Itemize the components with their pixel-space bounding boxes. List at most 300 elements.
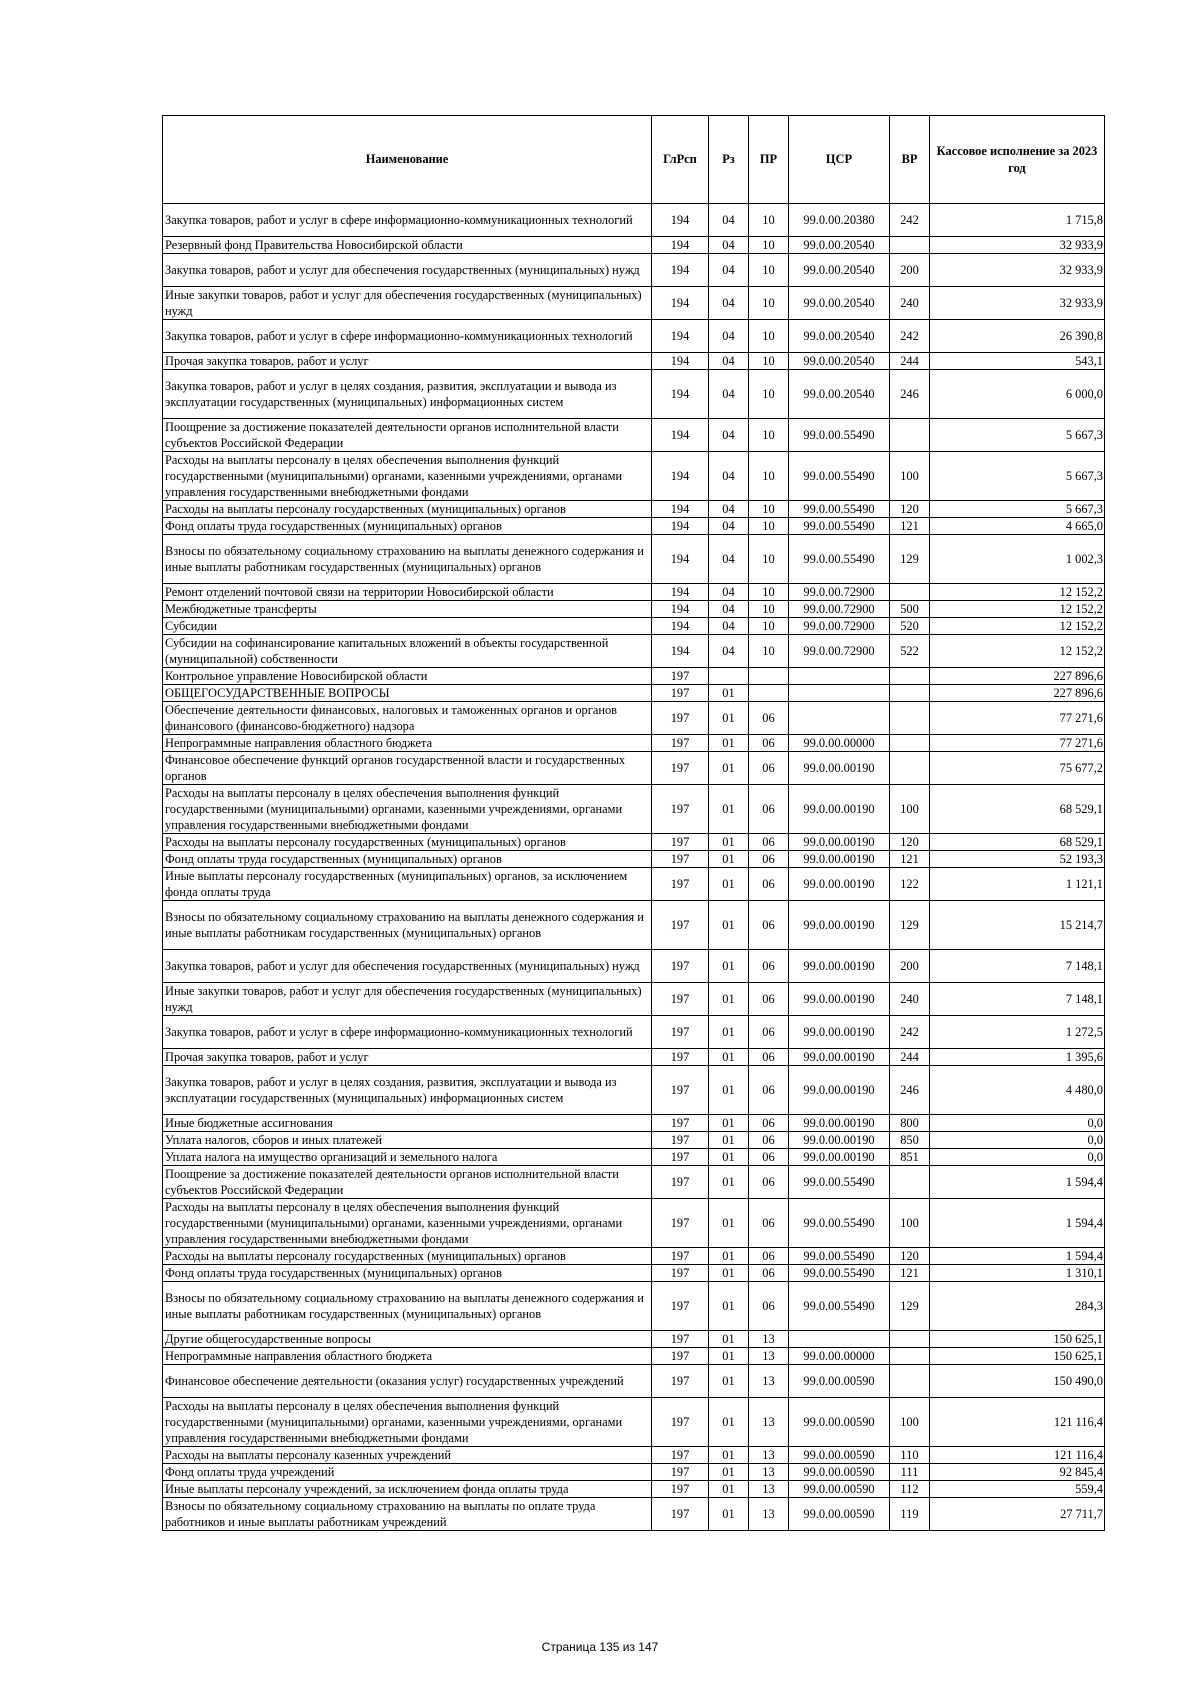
cell-pr: 06 [749, 1016, 789, 1049]
cell-pr: 10 [749, 254, 789, 287]
table-row [163, 868, 1105, 901]
cell-csr [789, 685, 890, 702]
cell-glrsp: 194 [652, 353, 709, 370]
cell-rz: 01 [709, 868, 749, 901]
cell-name: Контрольное управление Новосибирской области [163, 668, 652, 685]
cell-pr [749, 685, 789, 702]
cell-name: Уплата налога на имущество организаций и земельного налога [163, 1149, 652, 1166]
cell-amount: 15 214,7 [930, 901, 1105, 950]
cell-glrsp: 197 [652, 1166, 709, 1199]
cell-name: Расходы на выплаты персоналу государственных (муниципальных) органов [163, 501, 652, 518]
cell-rz: 01 [709, 1132, 749, 1149]
cell-rz: 04 [709, 584, 749, 601]
cell-rz: 04 [709, 452, 749, 501]
cell-amount: 1 594,4 [930, 1248, 1105, 1265]
cell-name: Закупка товаров, работ и услуг в целях создания, развития, эксплуатации и вывода из эксплуатации государственных (муниципальных) информационных систем [163, 1066, 652, 1115]
table-row [163, 851, 1105, 868]
cell-vr: 522 [890, 635, 930, 668]
cell-pr: 10 [749, 353, 789, 370]
table-row [163, 1498, 1105, 1531]
cell-csr: 99.0.00.55490 [789, 501, 890, 518]
cell-name: Расходы на выплаты персоналу в целях обеспечения выполнения функций государственными (муниципальными) органами, казенными учреждениями, органами управления государственными внебюджетными фондами [163, 785, 652, 834]
cell-pr: 13 [749, 1464, 789, 1481]
cell-pr: 10 [749, 320, 789, 353]
cell-rz: 01 [709, 1331, 749, 1348]
table-row [163, 535, 1105, 584]
cell-name: Расходы на выплаты персоналу государственных (муниципальных) органов [163, 834, 652, 851]
cell-pr: 13 [749, 1365, 789, 1398]
cell-amount: 12 152,2 [930, 618, 1105, 635]
page-number: Страница 135 из 147 [541, 1640, 659, 1654]
cell-csr: 99.0.00.72900 [789, 601, 890, 618]
cell-vr: 240 [890, 983, 930, 1016]
cell-glrsp: 197 [652, 752, 709, 785]
cell-vr [890, 584, 930, 601]
cell-glrsp: 197 [652, 668, 709, 685]
cell-name: Финансовое обеспечение функций органов государственной власти и государственных органов [163, 752, 652, 785]
cell-csr: 99.0.00.00190 [789, 1049, 890, 1066]
cell-vr: 246 [890, 1066, 930, 1115]
cell-vr [890, 685, 930, 702]
cell-name: Фонд оплаты труда государственных (муниципальных) органов [163, 518, 652, 535]
cell-pr: 10 [749, 535, 789, 584]
cell-pr [749, 668, 789, 685]
cell-pr: 13 [749, 1398, 789, 1447]
cell-vr: 121 [890, 1265, 930, 1282]
cell-glrsp: 197 [652, 1016, 709, 1049]
cell-pr: 06 [749, 1265, 789, 1282]
cell-vr: 100 [890, 785, 930, 834]
cell-vr: 120 [890, 1248, 930, 1265]
cell-rz: 01 [709, 1248, 749, 1265]
cell-vr [890, 1365, 930, 1398]
table-row [163, 618, 1105, 635]
cell-pr: 06 [749, 752, 789, 785]
cell-amount: 150 625,1 [930, 1331, 1105, 1348]
cell-amount: 1 715,8 [930, 204, 1105, 237]
cell-csr: 99.0.00.00590 [789, 1481, 890, 1498]
cell-vr [890, 668, 930, 685]
cell-glrsp: 197 [652, 1282, 709, 1331]
cell-name: Закупка товаров, работ и услуг в целях создания, развития, эксплуатации и вывода из эксплуатации государственных (муниципальных) информационных систем [163, 370, 652, 419]
cell-vr [890, 735, 930, 752]
cell-pr: 13 [749, 1481, 789, 1498]
table-row [163, 254, 1105, 287]
cell-rz: 01 [709, 1016, 749, 1049]
cell-name: Взносы по обязательному социальному страхованию на выплаты денежного содержания и иные выплаты работникам государственных (муниципальных) органов [163, 901, 652, 950]
cell-rz: 01 [709, 1166, 749, 1199]
cell-vr: 242 [890, 1016, 930, 1049]
cell-pr: 06 [749, 851, 789, 868]
cell-glrsp: 194 [652, 320, 709, 353]
cell-amount: 4 665,0 [930, 518, 1105, 535]
cell-rz: 01 [709, 1282, 749, 1331]
cell-rz: 01 [709, 983, 749, 1016]
cell-glrsp: 197 [652, 1066, 709, 1115]
cell-csr: 99.0.00.55490 [789, 452, 890, 501]
cell-glrsp: 194 [652, 254, 709, 287]
cell-pr: 13 [749, 1331, 789, 1348]
cell-vr: 242 [890, 204, 930, 237]
cell-vr: 246 [890, 370, 930, 419]
cell-vr [890, 1166, 930, 1199]
cell-vr: 850 [890, 1132, 930, 1149]
cell-vr: 500 [890, 601, 930, 618]
cell-vr: 129 [890, 535, 930, 584]
cell-amount: 227 896,6 [930, 685, 1105, 702]
cell-rz: 04 [709, 237, 749, 254]
cell-vr: 240 [890, 287, 930, 320]
table-row [163, 1166, 1105, 1199]
cell-amount: 92 845,4 [930, 1464, 1105, 1481]
cell-csr: 99.0.00.55490 [789, 419, 890, 452]
cell-csr: 99.0.00.00190 [789, 1149, 890, 1166]
cell-pr: 13 [749, 1348, 789, 1365]
cell-rz: 01 [709, 1498, 749, 1531]
cell-csr: 99.0.00.20540 [789, 370, 890, 419]
cell-csr: 99.0.00.00190 [789, 1016, 890, 1049]
cell-amount: 150 490,0 [930, 1365, 1105, 1398]
cell-rz: 01 [709, 1447, 749, 1464]
cell-rz: 01 [709, 1066, 749, 1115]
table-row [163, 584, 1105, 601]
cell-glrsp: 197 [652, 1115, 709, 1132]
cell-name: Непрограммные направления областного бюджета [163, 1348, 652, 1365]
cell-rz: 01 [709, 752, 749, 785]
cell-glrsp: 197 [652, 868, 709, 901]
cell-rz: 04 [709, 370, 749, 419]
cell-name: Взносы по обязательному социальному страхованию на выплаты денежного содержания и иные выплаты работникам государственных (муниципальных) органов [163, 1282, 652, 1331]
cell-csr: 99.0.00.00000 [789, 735, 890, 752]
cell-pr: 06 [749, 834, 789, 851]
cell-amount: 0,0 [930, 1132, 1105, 1149]
cell-csr: 99.0.00.00190 [789, 950, 890, 983]
cell-glrsp: 197 [652, 950, 709, 983]
column-header-vr: ВР [890, 116, 930, 204]
cell-vr: 120 [890, 501, 930, 518]
cell-amount: 1 121,1 [930, 868, 1105, 901]
cell-name: Другие общегосударственные вопросы [163, 1331, 652, 1348]
cell-amount: 32 933,9 [930, 237, 1105, 254]
table-row [163, 635, 1105, 668]
cell-glrsp: 194 [652, 370, 709, 419]
cell-rz: 01 [709, 685, 749, 702]
cell-amount: 121 116,4 [930, 1447, 1105, 1464]
cell-name: Закупка товаров, работ и услуг для обеспечения государственных (муниципальных) нужд [163, 254, 652, 287]
table-row [163, 1282, 1105, 1331]
cell-name: Межбюджетные трансферты [163, 601, 652, 618]
cell-csr: 99.0.00.20540 [789, 254, 890, 287]
cell-glrsp: 194 [652, 584, 709, 601]
cell-rz: 04 [709, 254, 749, 287]
cell-pr: 06 [749, 1166, 789, 1199]
cell-csr: 99.0.00.00590 [789, 1464, 890, 1481]
cell-csr: 99.0.00.55490 [789, 1166, 890, 1199]
cell-csr: 99.0.00.55490 [789, 1265, 890, 1282]
cell-amount: 32 933,9 [930, 254, 1105, 287]
table-row [163, 685, 1105, 702]
table-row [163, 1248, 1105, 1265]
cell-vr [890, 702, 930, 735]
cell-pr: 06 [749, 702, 789, 735]
cell-name: Прочая закупка товаров, работ и услуг [163, 1049, 652, 1066]
cell-pr: 06 [749, 950, 789, 983]
table-row [163, 1049, 1105, 1066]
table-row [163, 735, 1105, 752]
cell-csr: 99.0.00.00190 [789, 1115, 890, 1132]
table-row [163, 1265, 1105, 1282]
cell-name: Фонд оплаты труда государственных (муниципальных) органов [163, 851, 652, 868]
cell-csr: 99.0.00.00190 [789, 868, 890, 901]
cell-csr: 99.0.00.55490 [789, 1282, 890, 1331]
table-row [163, 419, 1105, 452]
cell-name: Взносы по обязательному социальному страхованию на выплаты по оплате труда работников и иные выплаты работникам учреждений [163, 1498, 652, 1531]
cell-name: Взносы по обязательному социальному страхованию на выплаты денежного содержания и иные выплаты работникам государственных (муниципальных) органов [163, 535, 652, 584]
cell-glrsp: 197 [652, 1498, 709, 1531]
cell-name: Расходы на выплаты персоналу казенных учреждений [163, 1447, 652, 1464]
cell-rz: 01 [709, 901, 749, 950]
cell-glrsp: 194 [652, 535, 709, 584]
cell-amount: 150 625,1 [930, 1348, 1105, 1365]
cell-pr: 13 [749, 1447, 789, 1464]
cell-amount: 121 116,4 [930, 1398, 1105, 1447]
cell-vr: 129 [890, 1282, 930, 1331]
cell-vr: 200 [890, 950, 930, 983]
cell-vr: 122 [890, 868, 930, 901]
cell-rz: 01 [709, 1365, 749, 1398]
cell-pr: 10 [749, 419, 789, 452]
cell-rz: 01 [709, 834, 749, 851]
cell-rz: 01 [709, 1464, 749, 1481]
cell-csr [789, 702, 890, 735]
cell-name: Субсидии [163, 618, 652, 635]
cell-name: Финансовое обеспечение деятельности (оказания услуг) государственных учреждений [163, 1365, 652, 1398]
cell-vr: 112 [890, 1481, 930, 1498]
cell-glrsp: 197 [652, 1348, 709, 1365]
cell-pr: 10 [749, 370, 789, 419]
cell-csr: 99.0.00.00190 [789, 785, 890, 834]
cell-name: Закупка товаров, работ и услуг в сфере информационно-коммуникационных технологий [163, 320, 652, 353]
cell-name: Фонд оплаты труда учреждений [163, 1464, 652, 1481]
cell-amount: 52 193,3 [930, 851, 1105, 868]
cell-glrsp: 197 [652, 1331, 709, 1348]
cell-vr: 242 [890, 320, 930, 353]
cell-amount: 4 480,0 [930, 1066, 1105, 1115]
cell-pr: 06 [749, 1132, 789, 1149]
cell-csr: 99.0.00.00190 [789, 752, 890, 785]
cell-csr: 99.0.00.00590 [789, 1498, 890, 1531]
table-row [163, 834, 1105, 851]
cell-rz: 04 [709, 535, 749, 584]
cell-amount: 12 152,2 [930, 584, 1105, 601]
cell-pr: 06 [749, 1199, 789, 1248]
cell-amount: 32 933,9 [930, 287, 1105, 320]
cell-rz: 04 [709, 204, 749, 237]
cell-glrsp: 194 [652, 237, 709, 254]
cell-rz: 01 [709, 851, 749, 868]
cell-amount: 12 152,2 [930, 635, 1105, 668]
cell-vr: 129 [890, 901, 930, 950]
cell-csr: 99.0.00.55490 [789, 1248, 890, 1265]
cell-rz: 01 [709, 702, 749, 735]
cell-glrsp: 197 [652, 1398, 709, 1447]
table-row [163, 901, 1105, 950]
cell-csr: 99.0.00.00590 [789, 1447, 890, 1464]
cell-glrsp: 197 [652, 735, 709, 752]
cell-csr: 99.0.00.00590 [789, 1365, 890, 1398]
cell-pr: 06 [749, 1149, 789, 1166]
cell-amount: 68 529,1 [930, 785, 1105, 834]
column-header-csr: ЦСР [789, 116, 890, 204]
cell-amount: 1 272,5 [930, 1016, 1105, 1049]
table-row [163, 452, 1105, 501]
table-row [163, 287, 1105, 320]
cell-vr: 110 [890, 1447, 930, 1464]
cell-amount: 559,4 [930, 1481, 1105, 1498]
cell-amount: 543,1 [930, 353, 1105, 370]
cell-pr: 06 [749, 1049, 789, 1066]
table-row [163, 518, 1105, 535]
cell-name: Расходы на выплаты персоналу в целях обеспечения выполнения функций государственными (муниципальными) органами, казенными учреждениями, органами управления государственными внебюджетными фондами [163, 1199, 652, 1248]
cell-pr: 10 [749, 237, 789, 254]
cell-name: Расходы на выплаты персоналу государственных (муниципальных) органов [163, 1248, 652, 1265]
cell-glrsp: 197 [652, 1265, 709, 1282]
cell-vr: 244 [890, 1049, 930, 1066]
cell-amount: 27 711,7 [930, 1498, 1105, 1531]
column-header-pr: ПР [749, 116, 789, 204]
cell-csr: 99.0.00.00190 [789, 834, 890, 851]
cell-rz: 01 [709, 785, 749, 834]
table-row [163, 1348, 1105, 1365]
cell-glrsp: 197 [652, 1365, 709, 1398]
cell-amount: 68 529,1 [930, 834, 1105, 851]
cell-rz: 04 [709, 353, 749, 370]
cell-pr: 06 [749, 785, 789, 834]
cell-csr: 99.0.00.55490 [789, 518, 890, 535]
table-row [163, 1115, 1105, 1132]
cell-pr: 06 [749, 1282, 789, 1331]
cell-vr [890, 237, 930, 254]
cell-csr: 99.0.00.20540 [789, 237, 890, 254]
table-row [163, 204, 1105, 237]
cell-csr: 99.0.00.00190 [789, 1132, 890, 1149]
cell-glrsp: 197 [652, 1149, 709, 1166]
table-row [163, 1331, 1105, 1348]
cell-pr: 10 [749, 518, 789, 535]
cell-glrsp: 197 [652, 1481, 709, 1498]
table-row [163, 501, 1105, 518]
table-row [163, 1464, 1105, 1481]
cell-glrsp: 194 [652, 518, 709, 535]
cell-rz: 01 [709, 1265, 749, 1282]
cell-pr: 10 [749, 618, 789, 635]
cell-rz: 01 [709, 735, 749, 752]
cell-vr: 200 [890, 254, 930, 287]
table-row [163, 237, 1105, 254]
cell-name: Субсидии на софинансирование капитальных вложений в объекты государственной (муниципальной) собственности [163, 635, 652, 668]
cell-csr: 99.0.00.00590 [789, 1398, 890, 1447]
cell-name: Поощрение за достижение показателей деятельности органов исполнительной власти субъектов Российской Федерации [163, 1166, 652, 1199]
table-row [163, 1447, 1105, 1464]
table-row [163, 1199, 1105, 1248]
cell-rz: 04 [709, 635, 749, 668]
cell-amount: 1 594,4 [930, 1166, 1105, 1199]
cell-vr: 119 [890, 1498, 930, 1531]
cell-name: Иные закупки товаров, работ и услуг для обеспечения государственных (муниципальных) нужд [163, 287, 652, 320]
cell-pr: 06 [749, 1066, 789, 1115]
table-header-row [163, 116, 1105, 204]
table-row [163, 1132, 1105, 1149]
cell-amount: 1 002,3 [930, 535, 1105, 584]
cell-name: Поощрение за достижение показателей деятельности органов исполнительной власти субъектов Российской Федерации [163, 419, 652, 452]
cell-pr: 10 [749, 452, 789, 501]
cell-csr: 99.0.00.00190 [789, 983, 890, 1016]
table-row [163, 785, 1105, 834]
cell-glrsp: 197 [652, 1248, 709, 1265]
cell-rz: 04 [709, 419, 749, 452]
cell-pr: 10 [749, 204, 789, 237]
cell-glrsp: 197 [652, 983, 709, 1016]
cell-csr: 99.0.00.00000 [789, 1348, 890, 1365]
cell-name: Закупка товаров, работ и услуг в сфере информационно-коммуникационных технологий [163, 204, 652, 237]
cell-rz [709, 668, 749, 685]
cell-rz: 04 [709, 601, 749, 618]
cell-csr: 99.0.00.55490 [789, 1199, 890, 1248]
cell-pr: 06 [749, 1115, 789, 1132]
cell-glrsp: 197 [652, 834, 709, 851]
cell-glrsp: 194 [652, 601, 709, 618]
cell-name: Прочая закупка товаров, работ и услуг [163, 353, 652, 370]
cell-glrsp: 197 [652, 785, 709, 834]
cell-csr: 99.0.00.20540 [789, 353, 890, 370]
cell-glrsp: 194 [652, 287, 709, 320]
cell-vr: 100 [890, 1398, 930, 1447]
cell-glrsp: 197 [652, 1464, 709, 1481]
table-row [163, 1066, 1105, 1115]
table-row [163, 950, 1105, 983]
cell-glrsp: 197 [652, 901, 709, 950]
cell-vr: 100 [890, 1199, 930, 1248]
cell-amount: 77 271,6 [930, 735, 1105, 752]
cell-amount: 5 667,3 [930, 452, 1105, 501]
table-row [163, 1149, 1105, 1166]
cell-rz: 04 [709, 618, 749, 635]
cell-amount: 5 667,3 [930, 501, 1105, 518]
budget-table [162, 115, 1105, 1531]
cell-vr: 851 [890, 1149, 930, 1166]
cell-pr: 13 [749, 1498, 789, 1531]
cell-csr [789, 668, 890, 685]
cell-glrsp: 197 [652, 702, 709, 735]
cell-rz: 01 [709, 1398, 749, 1447]
cell-csr: 99.0.00.20540 [789, 320, 890, 353]
cell-amount: 6 000,0 [930, 370, 1105, 419]
cell-vr [890, 752, 930, 785]
cell-vr: 121 [890, 851, 930, 868]
cell-amount: 227 896,6 [930, 668, 1105, 685]
cell-pr: 06 [749, 983, 789, 1016]
cell-amount: 1 310,1 [930, 1265, 1105, 1282]
cell-csr: 99.0.00.20380 [789, 204, 890, 237]
cell-pr: 10 [749, 635, 789, 668]
table-row [163, 370, 1105, 419]
cell-amount: 1 594,4 [930, 1199, 1105, 1248]
cell-vr: 100 [890, 452, 930, 501]
cell-csr: 99.0.00.00190 [789, 851, 890, 868]
cell-pr: 10 [749, 584, 789, 601]
cell-amount: 7 148,1 [930, 950, 1105, 983]
table-row [163, 601, 1105, 618]
